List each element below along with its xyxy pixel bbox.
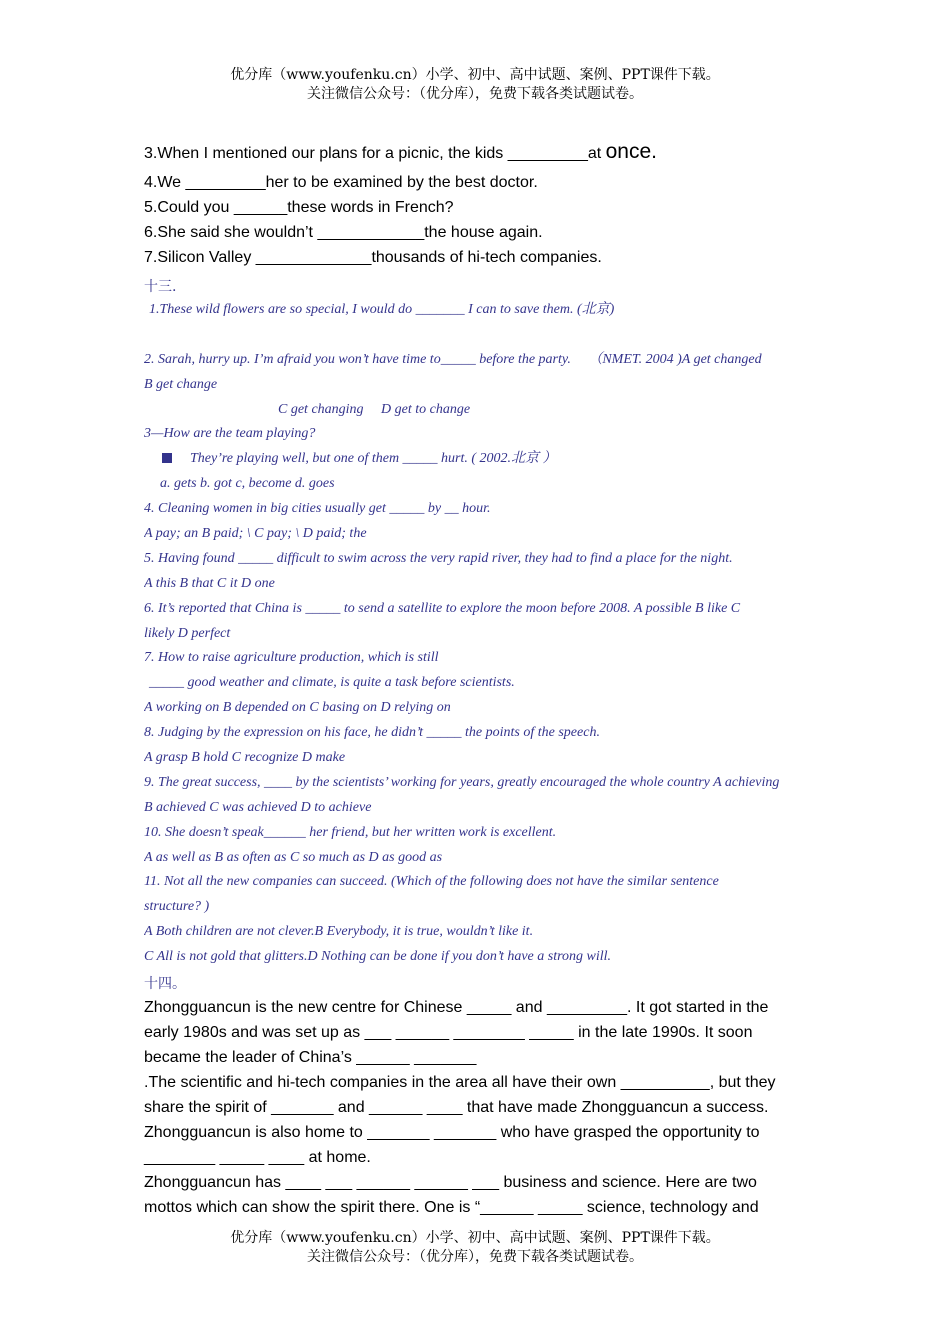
passage-line: Zhongguancun is the new centre for Chinese _____ and _________. It got started in the [144, 999, 769, 1016]
s13-line: 11. Not all the new companies can succeed. (Which of the following does not have the similar sentence [144, 874, 719, 890]
square-bullet-icon [162, 453, 172, 463]
footer-line-1: 优分库（www.youfenku.cn）小学、初中、高中试题、案例、PPT课件下载。 [230, 1230, 720, 1246]
question-3: 3.When I mentioned our plans for a picnic, the kids _________at once. [144, 140, 657, 163]
s13-line: B achieved C was achieved D to achieve [144, 799, 372, 815]
header-line-2: 关注微信公众号：（优分库），免费下载各类试题试卷。 [307, 86, 643, 102]
question-4: 4.We _________her to be examined by the best doctor. [144, 174, 538, 191]
section-13-label: 十三. [144, 279, 177, 295]
page-header [0, 66, 950, 104]
s13-line: _____ good weather and climate, is quite a task before scientists. [149, 675, 515, 691]
s13-line: structure? ) [144, 899, 210, 915]
passage-line: mottos which can show the spirit there. One is “______ _____ science, technology and [144, 1199, 759, 1216]
passage-line: Zhongguancun has ____ ___ ______ ______ ___ business and science. Here are two [144, 1174, 757, 1191]
section-fill-in-blanks [144, 138, 814, 270]
footer-line-2: 关注微信公众号：（优分库），免费下载各类试题试卷。 [307, 1249, 643, 1265]
s13-line: C get changing D get to change [278, 401, 471, 417]
question-6: 6.She said she wouldn’t ____________the house again. [144, 224, 543, 241]
s13-line: C All is not gold that glitters.D Nothing can be done if you don’t have a strong will. [144, 949, 612, 965]
question-7: 7.Silicon Valley _____________thousands of hi-tech companies. [144, 249, 602, 266]
s13-line-bullet: They’re playing well, but one of them _____ hurt. ( 2002.北京 ） [144, 447, 808, 472]
s13-line: 6. It’s reported that China is _____ to send a satellite to explore the moon before 2008. A possible B like C [144, 600, 741, 616]
s13-line: 8. Judging by the expression on his face, he didn’t _____ the points of the speech. [144, 725, 600, 741]
s13-line: 3—How are the team playing? [144, 426, 316, 442]
passage-line: .The scientific and hi-tech companies in the area all have their own __________, but they [144, 1074, 776, 1091]
s13-line: 2. Sarah, hurry up. I’m afraid you won’t have time to_____ before the party. （NMET. 2004 )A get changed [144, 351, 762, 367]
s13-line: likely D perfect [144, 625, 231, 641]
s13-line: 4. Cleaning women in big cities usually get _____ by __ hour. [144, 501, 491, 517]
section-13-questions [144, 298, 808, 970]
passage-line: share the spirit of _______ and ______ ____ that have made Zhongguancun a success. [144, 1099, 769, 1116]
s13-line: 5. Having found _____ difficult to swim across the very rapid river, they had to find a place for the night. [144, 550, 733, 566]
s13-line: B get change [144, 376, 218, 392]
s13-line: A grasp B hold C recognize D make [144, 750, 346, 766]
section-14-label: 十四。 [144, 976, 186, 992]
s13-line: a. gets b. got c, become d. goes [160, 476, 335, 492]
s13-line: A pay; an B paid; \ C pay; \ D paid; the [144, 526, 367, 542]
s13-line: 1.These wild flowers are so special, I would do _______ I can to save them. (北京) [149, 302, 615, 317]
s13-line: A Both children are not clever.B Everybody, it is true, wouldn’t like it. [144, 924, 534, 940]
s13-line: 7. How to raise agriculture production, which is still [144, 650, 439, 666]
passage-line: became the leader of China’s ______ _______ [144, 1049, 477, 1066]
question-5: 5.Could you ______these words in French? [144, 199, 454, 216]
s13-line: 10. She doesn’t speak______ her friend, but her written work is excellent. [144, 824, 557, 840]
s13-line: A working on B depended on C basing on D relying on [144, 700, 451, 716]
s13-line: 9. The great success, ____ by the scientists’ working for years, greatly encouraged the whole country A achieving [144, 774, 780, 790]
page-footer [0, 1229, 950, 1267]
s13-line: A as well as B as often as C so much as D as good as [144, 849, 443, 865]
section-14-passage [144, 995, 808, 1220]
passage-line: Zhongguancun is also home to _______ _______ who have grasped the opportunity to [144, 1124, 760, 1141]
header-line-1: 优分库（www.youfenku.cn）小学、初中、高中试题、案例、PPT课件下载。 [230, 67, 720, 83]
blank-spacer [144, 323, 808, 348]
passage-line: ________ _____ ____ at home. [144, 1149, 371, 1166]
s13-line: A this B that C it D one [144, 575, 275, 591]
passage-line: early 1980s and was set up as ___ ______ ________ _____ in the late 1990s. It soon [144, 1024, 753, 1041]
